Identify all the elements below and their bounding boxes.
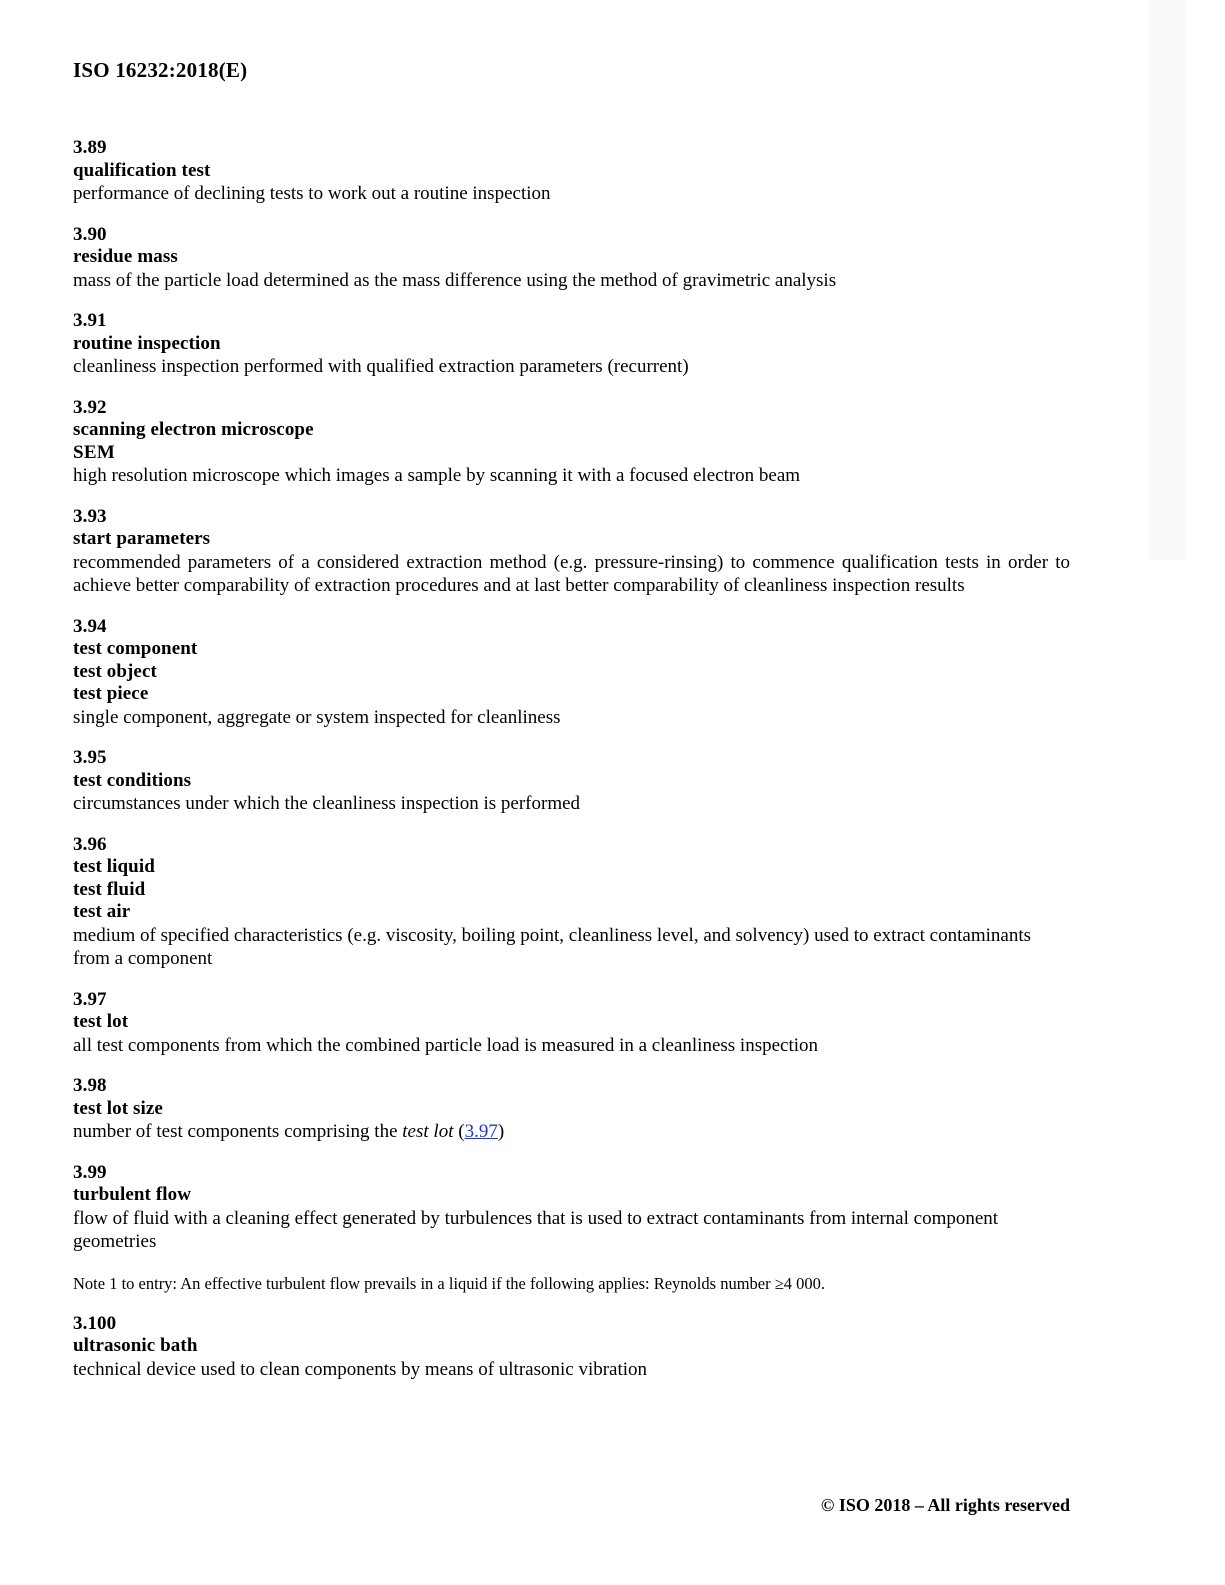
term-label: test component [73,638,198,660]
term-entry [73,224,1070,293]
term-number: 3.99 [73,1161,107,1183]
term-number: 3.95 [73,747,107,769]
term-entry [73,310,1070,379]
term-entry [73,989,1070,1058]
term-definition: circumstances under which the cleanliness inspection is performed [73,793,581,815]
term-entry [73,1075,1070,1144]
cross-reference-link[interactable]: 3.97 [464,1121,498,1143]
term-number: 3.96 [73,833,107,855]
term-entry [73,1162,1070,1295]
term-definition: high resolution microscope which images a sample by scanning it with a focused electron beam [73,465,801,487]
term-label: test lot size [73,1097,163,1119]
definition-italic-term: test lot [402,1121,454,1143]
term-label: routine inspection [73,332,221,354]
term-label: turbulent flow [73,1184,192,1206]
term-abbreviation: SEM [73,441,116,463]
term-entry [73,616,1070,730]
term-entry [73,397,1070,488]
term-entry [73,137,1070,206]
term-definition: technical device used to clean components by means of ultrasonic vibration [73,1358,648,1380]
scan-artifact-band [1148,0,1186,560]
term-label: qualification test [73,159,211,181]
term-label: test piece [73,683,149,705]
term-definition: performance of declining tests to work out a routine inspection [73,183,551,205]
term-number: 3.97 [73,988,107,1010]
term-definition: mass of the particle load determined as the mass difference using the method of gravimetric analysis [73,269,837,291]
term-number: 3.90 [73,223,107,245]
term-entry [73,834,1070,971]
term-definition: single component, aggregate or system inspected for cleanliness [73,706,561,728]
term-definition: medium of specified characteristics (e.g. viscosity, boiling point, cleanliness level, and solvency) used to extract contaminants from a component [73,924,1031,970]
term-label: test air [73,901,131,923]
definition-text: number of test components comprising the [73,1121,403,1143]
term-number: 3.89 [73,137,107,159]
term-number: 3.94 [73,615,107,637]
term-definition: flow of fluid with a cleaning effect generated by turbulences that is used to extract contaminants from internal component geometries [73,1207,999,1253]
running-head: ISO 16232:2018(E) [73,58,248,82]
note-to-entry: Note 1 to entry: An effective turbulent flow prevails in a liquid if the following applies: Reynolds number ≥4 000. [73,1273,826,1293]
term-number: 3.92 [73,396,107,418]
definition-close-paren: ) [497,1121,505,1143]
term-label: scanning electron microscope [73,419,314,441]
term-label: test object [73,660,157,682]
page-content [73,0,1070,1381]
term-definition: recommended parameters of a considered extraction method (e.g. pressure-rinsing) to commence qualification tests in order to achieve better comparability of extraction procedures and at last better comparability of cleanliness inspection results [73,551,1070,597]
term-entry [73,506,1070,598]
term-number: 3.98 [73,1075,107,1097]
term-definition: all test components from which the combined particle load is measured in a cleanliness inspection [73,1034,819,1056]
term-label: test conditions [73,769,192,791]
terms-and-definitions-list [73,137,1070,1381]
term-number: 3.100 [73,1312,117,1334]
term-label: ultrasonic bath [73,1335,198,1357]
definition-open-paren: ( [453,1121,465,1143]
term-label: residue mass [73,246,178,268]
term-definition: cleanliness inspection performed with qualified extraction parameters (recurrent) [73,356,689,378]
term-label: start parameters [73,528,211,550]
page-footer-copyright: © ISO 2018 – All rights reserved [820,1495,1070,1515]
term-label: test lot [73,1011,129,1033]
term-entry [73,747,1070,816]
term-number: 3.91 [73,310,107,332]
term-label: test liquid [73,856,155,878]
term-label: test fluid [73,878,146,900]
term-number: 3.93 [73,505,107,527]
term-entry [73,1313,1070,1382]
term-definition [73,1120,1070,1144]
